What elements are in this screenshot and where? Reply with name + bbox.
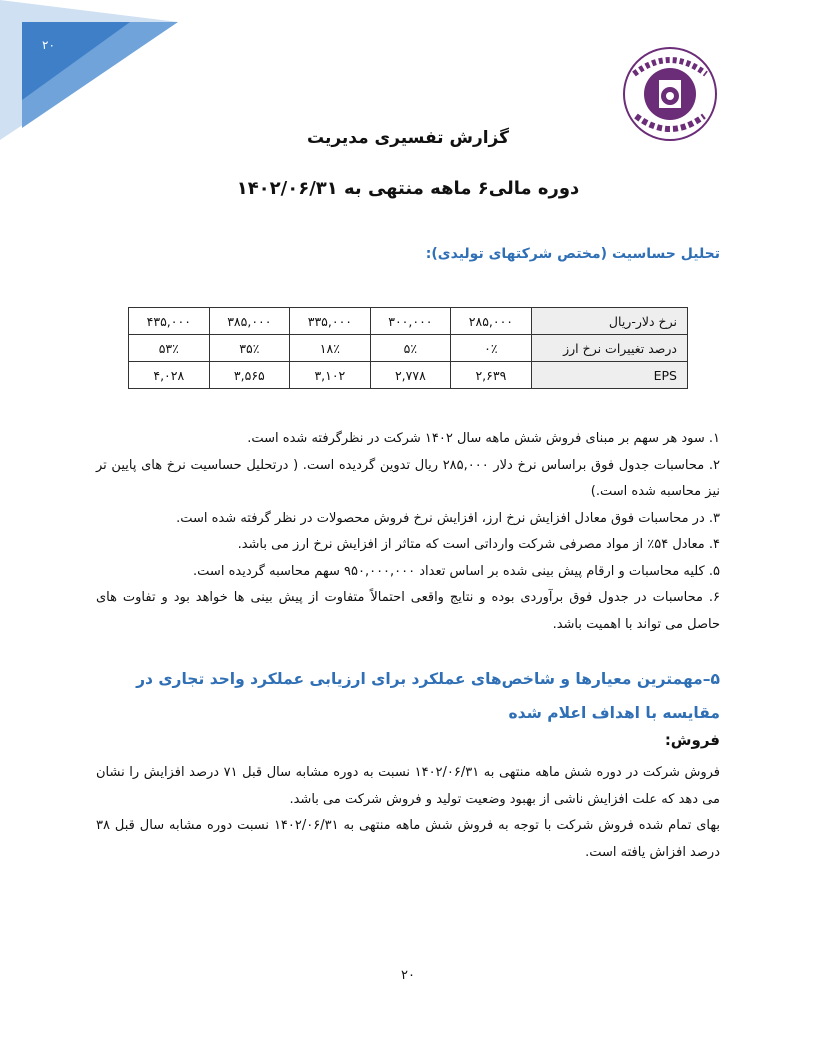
table-cell: ۴,۰۲۸: [129, 362, 210, 389]
table-row: [129, 308, 688, 335]
table-cell: ۲,۷۷۸: [370, 362, 451, 389]
table-cell: ۴۳۵,۰۰۰: [129, 308, 210, 335]
table-cell: ۳,۵۶۵: [209, 362, 290, 389]
note-item: ۴. معادل ۵۴٪ از مواد مصرفی شرکت وارداتی است که متاثر از افزایش نرخ ارز می باشد.: [237, 537, 720, 552]
note-item: ۶. محاسبات در جدول فوق برآوردی بوده و نتایج واقعی احتمالاً متفاوت از پیش بینی ها خواهد بود و تفاوت های حاصل می تواند با اهمیت باشد.: [96, 590, 720, 632]
table-cell: ۵۳٪: [129, 335, 210, 362]
table-cell: ۳۵٪: [209, 335, 290, 362]
table-row: [129, 335, 688, 362]
page-subtitle: دوره مالی۶ ماهه منتهی به ۱۴۰۲/۰۶/۳۱: [236, 178, 580, 199]
table-cell: ۳۳۵,۰۰۰: [290, 308, 371, 335]
header-page-number: ۲۰: [42, 38, 55, 52]
corner-decoration: [0, 0, 200, 140]
notes-list: [96, 426, 720, 638]
table-row: [129, 362, 688, 389]
note-item: ۳. در محاسبات فوق معادل افزایش نرخ ارز، افزایش نرخ فروش محصولات در نظر گرفته شده است.: [176, 510, 720, 526]
sales-paragraph: فروش شرکت در دوره شش ماهه منتهی به ۱۴۰۲/۰۶/۳۱ نسبت به دوره مشابه سال قبل ۷۱ درصد افزایش را نشان می دهد که علت افزایش ناشی از بهبود وضعیت تولید و فروش شرکت می باشد.: [96, 765, 720, 807]
note-item: ۱. سود هر سهم بر مبنای فروش شش ماهه سال ۱۴۰۲ شرکت در نظرگرفته شده است.: [247, 431, 720, 446]
table-cell: ۰٪: [451, 335, 532, 362]
sales-label: فروش:: [664, 731, 720, 749]
table-cell: ۲۸۵,۰۰۰: [451, 308, 532, 335]
table-cell: ۲,۶۳۹: [451, 362, 532, 389]
table-cell: ۳,۱۰۲: [290, 362, 371, 389]
table-cell: ۳۸۵,۰۰۰: [209, 308, 290, 335]
row-label: EPS: [531, 362, 687, 389]
sales-text: [96, 760, 720, 866]
note-item: ۲. محاسبات جدول فوق براساس نرخ دلار ۲۸۵,۰۰۰ ریال تدوین گردیده است. ( درتحلیل حساسیت نرخ های پایین تر نیز محاسبه شده است.): [96, 457, 720, 499]
note-item: ۵. کلیه محاسبات و ارقام پیش بینی شده بر اساس تعداد ۹۵۰,۰۰۰,۰۰۰ سهم محاسبه گردیده است.: [193, 563, 720, 579]
section-5-heading: ۵–مهمترین معیارها و شاخص‌های عملکرد برای ارزیابی عملکرد واحد تجاری در مقایسه با اهداف اعلام شده: [136, 670, 720, 722]
sensitivity-heading: تحلیل حساسیت (مختص شرکتهای تولیدی):: [425, 246, 720, 262]
page-title: گزارش تفسیری مدیریت: [306, 128, 510, 148]
row-label: نرخ دلار-ریال: [531, 308, 687, 335]
sensitivity-table: [128, 307, 688, 389]
table-cell: ۳۰۰,۰۰۰: [370, 308, 451, 335]
table-cell: ۱۸٪: [290, 335, 371, 362]
footer-page-number: ۲۰: [401, 968, 415, 983]
sales-paragraph: بهای تمام شده فروش شرکت با توجه به فروش شش ماهه منتهی به ۱۴۰۲/۰۶/۳۱ نسبت دوره مشابه سال قبل ۳۸ درصد افزاش یافته است.: [96, 818, 720, 860]
table-cell: ۵٪: [370, 335, 451, 362]
row-label: درصد تغییرات نرخ ارز: [531, 335, 687, 362]
